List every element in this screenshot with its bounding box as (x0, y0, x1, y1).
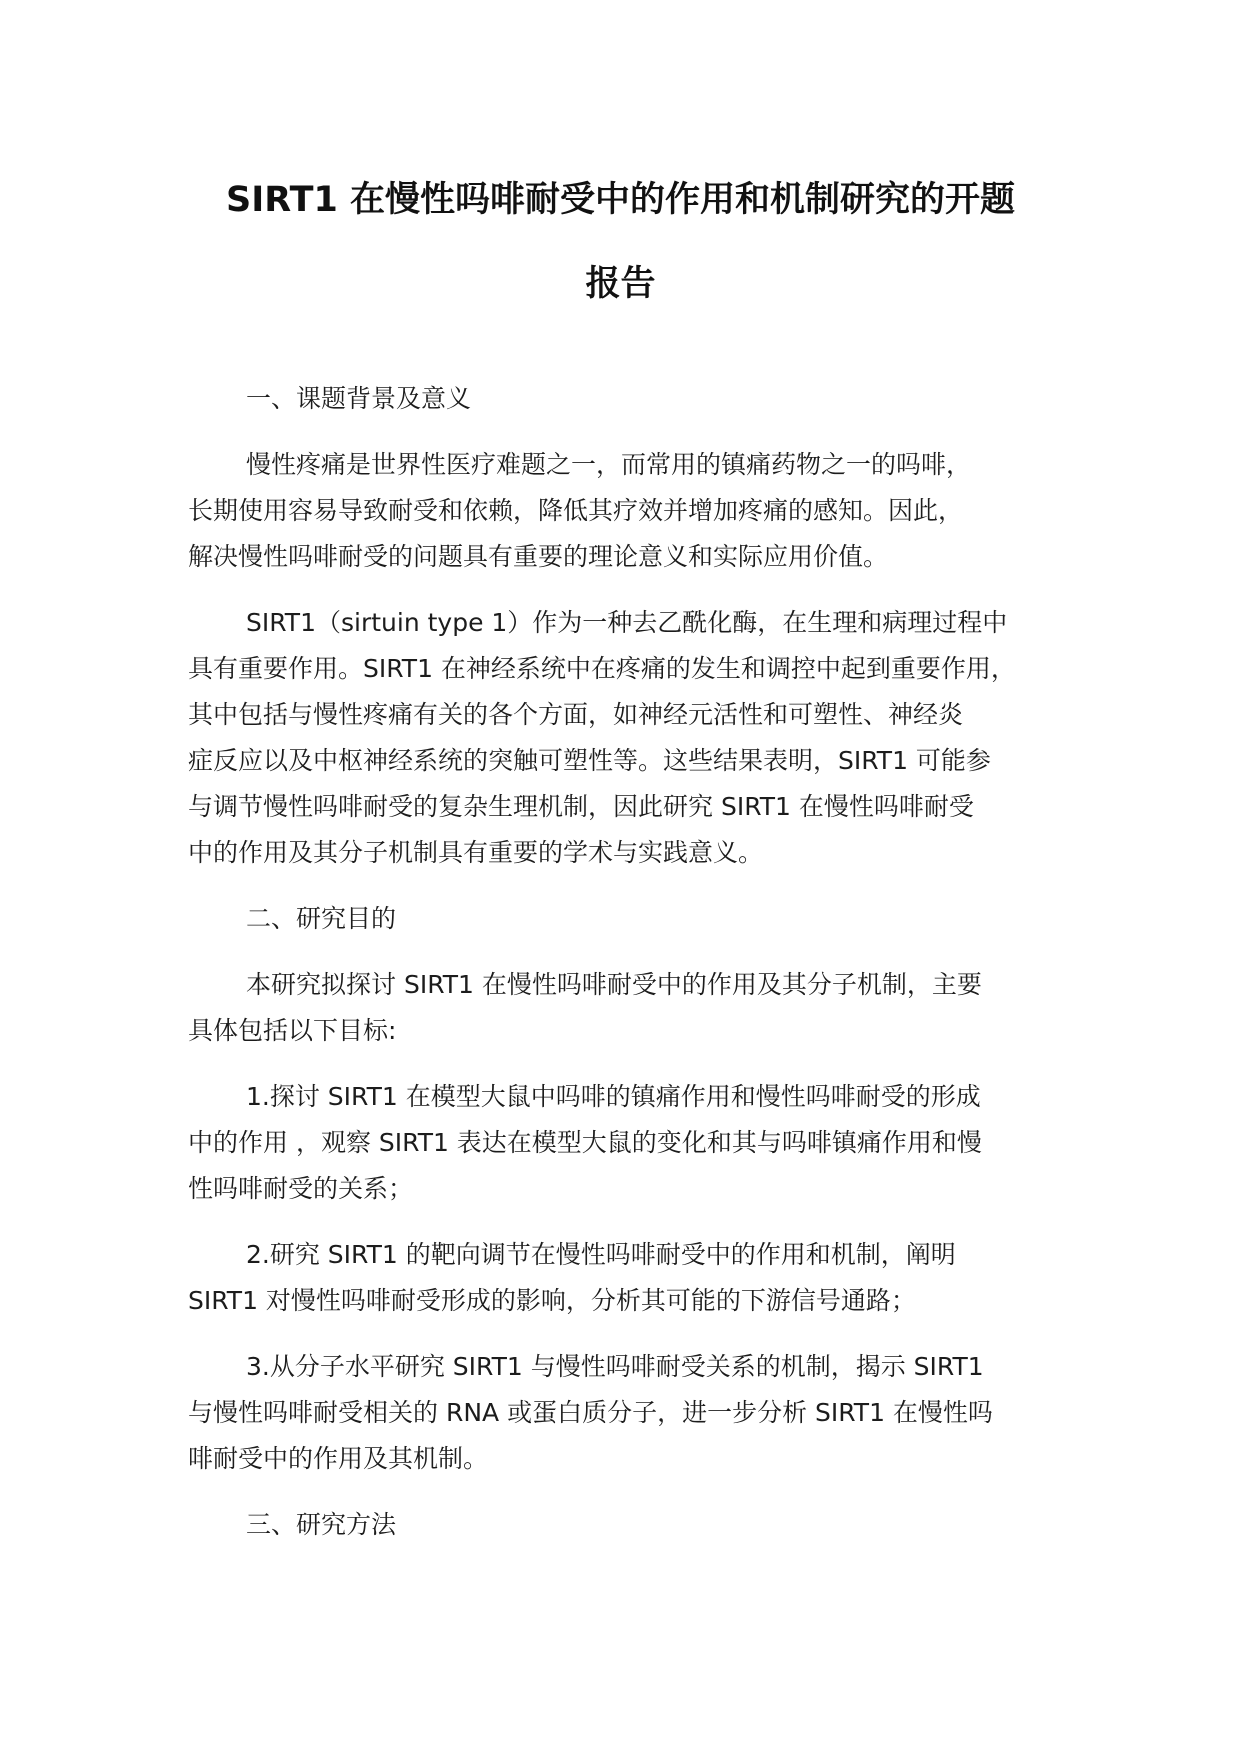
paragraph-line: 解决慢性吗啡耐受的问题具有重要的理论意义和实际应用价值。 (188, 542, 889, 571)
paragraph-line: 本研究拟探讨 SIRT1 在慢性吗啡耐受中的作用及其分子机制，主要 (246, 970, 982, 999)
paragraph-line: 啡耐受中的作用及其机制。 (188, 1444, 489, 1473)
paragraph-line: 慢性疼痛是世界性医疗难题之一，而常用的镇痛药物之一的吗啡， (246, 450, 972, 479)
section-heading-purpose (188, 896, 1068, 942)
paragraph-purpose-intro (188, 962, 1068, 1054)
paragraph-line: 具有重要作用。SIRT1 在神经系统中在疼痛的发生和调控中起到重要作用， (188, 654, 1016, 683)
paragraph-goal-3 (188, 1344, 1068, 1482)
paragraph-line: 具体包括以下目标: (188, 1016, 397, 1045)
section-heading-background (188, 376, 1068, 422)
document-title-line1: SIRT1 在慢性吗啡耐受中的作用和机制研究的开题 (225, 180, 1016, 220)
heading-text: 一、课题背景及意义 (246, 384, 472, 413)
paragraph-line: SIRT1（sirtuin type 1）作为一种去乙酰化酶，在生理和病理过程中 (246, 608, 1008, 637)
paragraph-line: 中的作用 ，观察 SIRT1 表达在模型大鼠的变化和其与吗啡镇痛作用和慢 (188, 1128, 982, 1157)
heading-text: 二、研究目的 (246, 904, 397, 933)
paragraph-background-2 (188, 600, 1068, 876)
paragraph-line: SIRT1 对慢性吗啡耐受形成的影响，分析其可能的下游信号通路； (188, 1286, 916, 1315)
document-title-line2: 报告 (585, 264, 656, 304)
paragraph-line: 症反应以及中枢神经系统的突触可塑性等。这些结果表明，SIRT1 可能参 (188, 746, 991, 775)
heading-text: 三、研究方法 (246, 1510, 397, 1539)
section-heading-methods (188, 1502, 1068, 1548)
paragraph-goal-2 (188, 1232, 1068, 1324)
paragraph-line: 1.探讨 SIRT1 在模型大鼠中吗啡的镇痛作用和慢性吗啡耐受的形成 (246, 1082, 981, 1111)
paragraph-line: 与慢性吗啡耐受相关的 RNA 或蛋白质分子，进一步分析 SIRT1 在慢性吗 (188, 1398, 993, 1427)
paragraph-line: 长期使用容易导致耐受和依赖，降低其疗效并增加疼痛的感知。因此， (188, 496, 964, 525)
paragraph-background-1 (188, 442, 1068, 580)
paragraph-line: 3.从分子水平研究 SIRT1 与慢性吗啡耐受关系的机制，揭示 SIRT1 (246, 1352, 984, 1381)
paragraph-goal-1 (188, 1074, 1068, 1212)
paragraph-line: 中的作用及其分子机制具有重要的学术与实践意义。 (188, 838, 764, 867)
paragraph-line: 与调节慢性吗啡耐受的复杂生理机制，因此研究 SIRT1 在慢性吗啡耐受 (188, 792, 974, 821)
document-body (188, 376, 1068, 1548)
paragraph-line: 其中包括与慢性疼痛有关的各个方面，如神经元活性和可塑性、神经炎 (188, 700, 964, 729)
paragraph-line: 性吗啡耐受的关系； (188, 1174, 414, 1203)
paragraph-line: 2.研究 SIRT1 的靶向调节在慢性吗啡耐受中的作用和机制，阐明 (246, 1240, 956, 1269)
